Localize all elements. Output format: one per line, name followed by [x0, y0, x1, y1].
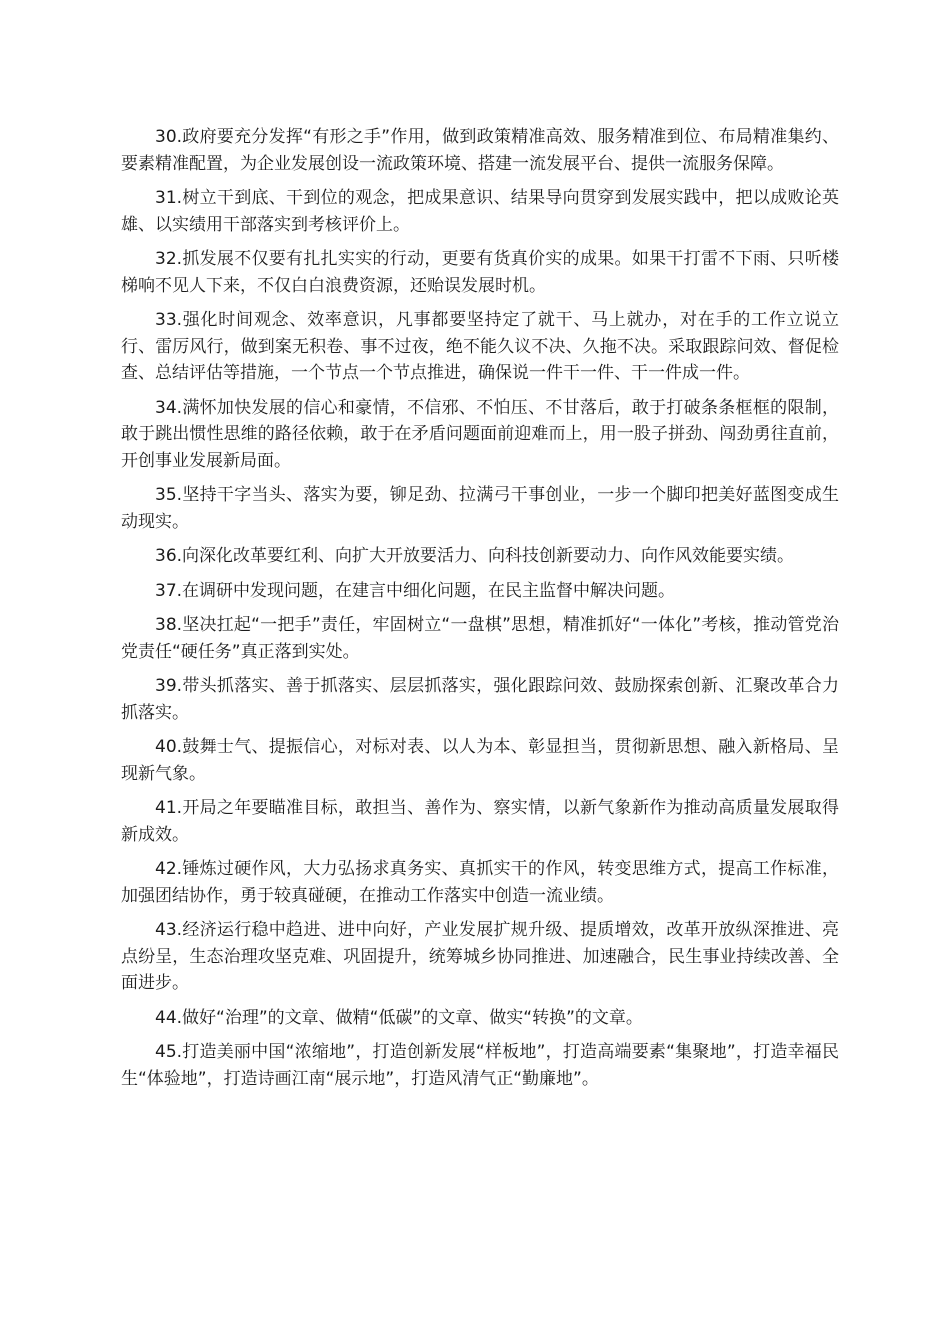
paragraph-37: 37.在调研中发现问题，在建言中细化问题，在民主监督中解决问题。	[155, 580, 676, 601]
paragraph-45: 45.打造美丽中国“浓缩地”，打造创新发展“样板地”，打造高端要素“集聚地”，打造幸福民生“体验地”，打造诗画江南“展示地”，打造风清气正“勤廉地”。	[121, 1042, 839, 1089]
paragraph-43: 43.经济运行稳中趋进、进中向好，产业发展扩规升级、提质增效，改革开放纵深推进、亮点纷呈，生态治理攻坚克难、巩固提升，统筹城乡协同推进、加速融合，民生事业持续改善、全面进步。	[121, 920, 839, 993]
paragraph-42: 42.锤炼过硬作风，大力弘扬求真务实、真抓实干的作风，转变思维方式，提高工作标准，加强团结协作，勇于较真碰硬，在推动工作落实中创造一流业绩。	[121, 859, 839, 906]
paragraph-35: 35.坚持干字当头、落实为要，铆足劲、拉满弓干事创业，一步一个脚印把美好蓝图变成生动现实。	[121, 485, 839, 532]
paragraph-31: 31.树立干到底、干到位的观念，把成果意识、结果导向贯穿到发展实践中，把以成败论英雄、以实绩用干部落实到考核评价上。	[121, 188, 839, 235]
paragraph-40: 40.鼓舞士气、提振信心，对标对表、以人为本、彰显担当，贯彻新思想、融入新格局、呈现新气象。	[121, 737, 839, 784]
paragraph-32: 32.抓发展不仅要有扎扎实实的行动，更要有货真价实的成果。如果干打雷不下雨、只听楼梯响不见人下来，不仅白白浪费资源，还贻误发展时机。	[121, 249, 839, 296]
paragraph-36: 36.向深化改革要红利、向扩大开放要活力、向科技创新要动力、向作风效能要实绩。	[155, 546, 795, 566]
paragraph-39: 39.带头抓落实、善于抓落实、层层抓落实，强化跟踪问效、鼓励探索创新、汇聚改革合力抓落实。	[121, 676, 839, 723]
paragraph-30: 30.政府要充分发挥“有形之手”作用，做到政策精准高效、服务精准到位、布局精准集约、要素精准配置，为企业发展创设一流政策环境、搭建一流发展平台、提供一流服务保障。	[121, 127, 839, 174]
paragraph-33: 33.强化时间观念、效率意识，凡事都要坚持定了就干、马上就办，对在手的工作立说立行、雷厉风行，做到案无积卷、事不过夜，绝不能久议不决、久拖不决。采取跟踪问效、督促检查、总结评估等措施，一个节点一个节点推进，确保说一件干一件、干一件成一件。	[121, 310, 839, 383]
paragraph-38: 38.坚决扛起“一把手”责任，牢固树立“一盘棋”思想，精准抓好“一体化”考核，推动管党治党责任“硬任务”真正落到实处。	[121, 615, 839, 662]
paragraph-34: 34.满怀加快发展的信心和豪情，不信邪、不怕压、不甘落后，敢于打破条条框框的限制，敢于跳出惯性思维的路径依赖，敢于在矛盾问题面前迎难而上，用一股子拼劲、闯劲勇往直前，开创事业发展新局面。	[121, 397, 839, 471]
document-body	[121, 124, 839, 1100]
paragraph-44: 44.做好“治理”的文章、做精“低碳”的文章、做实“转换”的文章。	[155, 1007, 643, 1028]
paragraph-41: 41.开局之年要瞄准目标，敢担当、善作为、察实情，以新气象新作为推动高质量发展取得新成效。	[121, 798, 839, 845]
